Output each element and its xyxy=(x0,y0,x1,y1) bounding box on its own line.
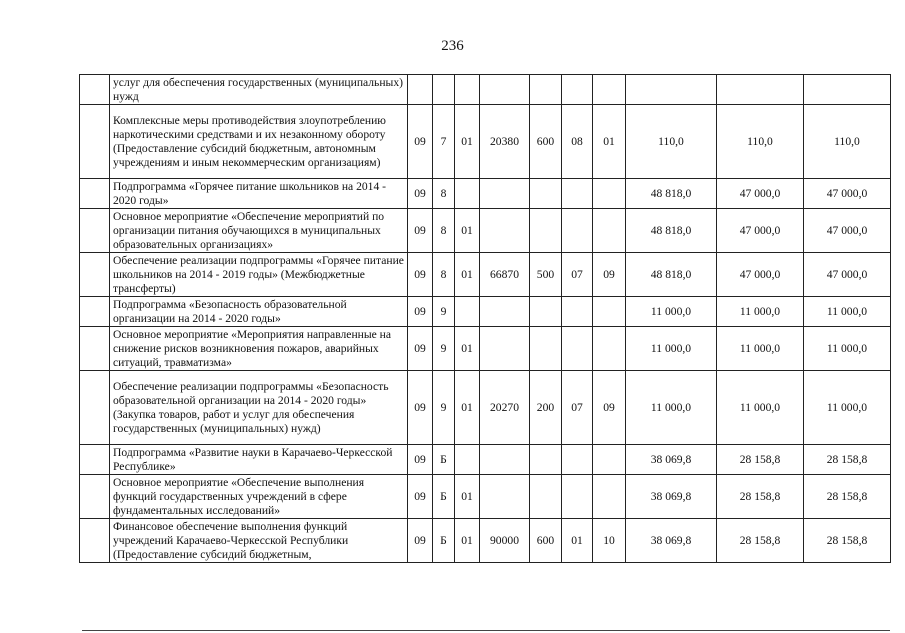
amount-year2-cell: 28 158,8 xyxy=(717,445,804,475)
amount-year1-cell: 11 000,0 xyxy=(626,297,717,327)
gp-code-cell: 09 xyxy=(408,371,433,445)
amount-year3-cell: 11 000,0 xyxy=(804,297,891,327)
table-row xyxy=(80,253,891,297)
direction-code-cell xyxy=(480,209,530,253)
main-activity-code-cell xyxy=(455,75,480,105)
table-row xyxy=(80,445,891,475)
amount-year3-cell: 28 158,8 xyxy=(804,475,891,519)
gp-code-cell: 09 xyxy=(408,253,433,297)
subprogram-code-cell: 8 xyxy=(433,179,455,209)
amount-year2-cell: 11 000,0 xyxy=(717,371,804,445)
section-code-cell xyxy=(562,297,593,327)
amount-year2-cell: 110,0 xyxy=(717,105,804,179)
main-activity-code-cell: 01 xyxy=(455,371,480,445)
subsection-code-cell xyxy=(593,297,626,327)
direction-code-cell xyxy=(480,179,530,209)
gp-code-cell xyxy=(408,75,433,105)
subsection-code-cell: 09 xyxy=(593,253,626,297)
subprogram-code-cell: Б xyxy=(433,475,455,519)
direction-code-cell xyxy=(480,75,530,105)
gp-code-cell: 09 xyxy=(408,297,433,327)
program-name-cell: Обеспечение реализации подпрограммы «Горячее питание школьников на 2014 - 2019 годы» (Межбюджетные трансферты) xyxy=(110,253,408,297)
amount-year3-cell: 28 158,8 xyxy=(804,519,891,563)
amount-year1-cell: 48 818,0 xyxy=(626,179,717,209)
amount-year1-cell: 11 000,0 xyxy=(626,371,717,445)
section-code-cell xyxy=(562,209,593,253)
table-row xyxy=(80,475,891,519)
subprogram-code-cell: Б xyxy=(433,445,455,475)
program-name-cell: Комплексные меры противодействия злоупотреблению наркотическими средствами и их незаконному обороту (Предоставление субсидий бюджетным, автономным учреждениям и иным некоммерческим организациям) xyxy=(110,105,408,179)
subsection-code-cell xyxy=(593,327,626,371)
main-activity-code-cell xyxy=(455,297,480,327)
expense-type-cell xyxy=(530,327,562,371)
main-activity-code-cell: 01 xyxy=(455,519,480,563)
amount-year3-cell: 47 000,0 xyxy=(804,209,891,253)
row-number-cell xyxy=(80,475,110,519)
bottom-rule xyxy=(82,630,890,631)
section-code-cell xyxy=(562,75,593,105)
amount-year3-cell: 28 158,8 xyxy=(804,445,891,475)
subsection-code-cell xyxy=(593,445,626,475)
amount-year3-cell: 47 000,0 xyxy=(804,253,891,297)
subprogram-code-cell xyxy=(433,75,455,105)
gp-code-cell: 09 xyxy=(408,327,433,371)
gp-code-cell: 09 xyxy=(408,475,433,519)
direction-code-cell xyxy=(480,445,530,475)
direction-code-cell: 20270 xyxy=(480,371,530,445)
amount-year3-cell xyxy=(804,75,891,105)
program-name-cell: Обеспечение реализации подпрограммы «Безопасность образовательной организации на 2014 - 2020 годы» (Закупка товаров, работ и услуг для обеспечения государственных (муниципальных) нужд) xyxy=(110,371,408,445)
table-row xyxy=(80,371,891,445)
amount-year2-cell: 11 000,0 xyxy=(717,327,804,371)
amount-year1-cell: 38 069,8 xyxy=(626,519,717,563)
amount-year3-cell: 47 000,0 xyxy=(804,179,891,209)
subsection-code-cell: 09 xyxy=(593,371,626,445)
row-number-cell xyxy=(80,445,110,475)
subprogram-code-cell: 9 xyxy=(433,327,455,371)
row-number-cell xyxy=(80,75,110,105)
program-name-cell: услуг для обеспечения государственных (муниципальных) нужд xyxy=(110,75,408,105)
main-activity-code-cell: 01 xyxy=(455,475,480,519)
direction-code-cell: 90000 xyxy=(480,519,530,563)
gp-code-cell: 09 xyxy=(408,105,433,179)
section-code-cell: 01 xyxy=(562,519,593,563)
row-number-cell xyxy=(80,327,110,371)
subsection-code-cell xyxy=(593,475,626,519)
section-code-cell xyxy=(562,445,593,475)
direction-code-cell: 66870 xyxy=(480,253,530,297)
row-number-cell xyxy=(80,179,110,209)
direction-code-cell: 20380 xyxy=(480,105,530,179)
expense-type-cell xyxy=(530,445,562,475)
budget-table xyxy=(79,74,891,563)
expense-type-cell: 600 xyxy=(530,105,562,179)
subprogram-code-cell: Б xyxy=(433,519,455,563)
subprogram-code-cell: 8 xyxy=(433,253,455,297)
table-row xyxy=(80,75,891,105)
program-name-cell: Финансовое обеспечение выполнения функций учреждений Карачаево-Черкесской Республики (Предоставление субсидий бюджетным, xyxy=(110,519,408,563)
main-activity-code-cell: 01 xyxy=(455,327,480,371)
direction-code-cell xyxy=(480,327,530,371)
table-row xyxy=(80,209,891,253)
amount-year3-cell: 11 000,0 xyxy=(804,371,891,445)
expense-type-cell xyxy=(530,475,562,519)
amount-year1-cell: 38 069,8 xyxy=(626,445,717,475)
main-activity-code-cell xyxy=(455,445,480,475)
subprogram-code-cell: 8 xyxy=(433,209,455,253)
subprogram-code-cell: 9 xyxy=(433,371,455,445)
main-activity-code-cell xyxy=(455,179,480,209)
amount-year3-cell: 11 000,0 xyxy=(804,327,891,371)
amount-year2-cell: 28 158,8 xyxy=(717,519,804,563)
table-row xyxy=(80,105,891,179)
section-code-cell: 07 xyxy=(562,371,593,445)
table-row xyxy=(80,327,891,371)
main-activity-code-cell: 01 xyxy=(455,105,480,179)
section-code-cell xyxy=(562,179,593,209)
row-number-cell xyxy=(80,105,110,179)
row-number-cell xyxy=(80,253,110,297)
gp-code-cell: 09 xyxy=(408,209,433,253)
table-row xyxy=(80,297,891,327)
subsection-code-cell: 10 xyxy=(593,519,626,563)
amount-year2-cell: 47 000,0 xyxy=(717,179,804,209)
section-code-cell: 08 xyxy=(562,105,593,179)
amount-year1-cell xyxy=(626,75,717,105)
expense-type-cell xyxy=(530,75,562,105)
direction-code-cell xyxy=(480,475,530,519)
expense-type-cell: 200 xyxy=(530,371,562,445)
subsection-code-cell xyxy=(593,75,626,105)
amount-year2-cell: 47 000,0 xyxy=(717,209,804,253)
amount-year3-cell: 110,0 xyxy=(804,105,891,179)
expense-type-cell: 500 xyxy=(530,253,562,297)
subprogram-code-cell: 7 xyxy=(433,105,455,179)
amount-year2-cell: 28 158,8 xyxy=(717,475,804,519)
gp-code-cell: 09 xyxy=(408,445,433,475)
expense-type-cell: 600 xyxy=(530,519,562,563)
section-code-cell: 07 xyxy=(562,253,593,297)
amount-year2-cell: 47 000,0 xyxy=(717,253,804,297)
expense-type-cell xyxy=(530,297,562,327)
row-number-cell xyxy=(80,209,110,253)
amount-year1-cell: 48 818,0 xyxy=(626,253,717,297)
subprogram-code-cell: 9 xyxy=(433,297,455,327)
row-number-cell xyxy=(80,371,110,445)
direction-code-cell xyxy=(480,297,530,327)
amount-year1-cell: 38 069,8 xyxy=(626,475,717,519)
table-row xyxy=(80,179,891,209)
amount-year2-cell: 11 000,0 xyxy=(717,297,804,327)
main-activity-code-cell: 01 xyxy=(455,209,480,253)
gp-code-cell: 09 xyxy=(408,519,433,563)
row-number-cell xyxy=(80,297,110,327)
program-name-cell: Подпрограмма «Развитие науки в Карачаево-Черкесской Республике» xyxy=(110,445,408,475)
section-code-cell xyxy=(562,327,593,371)
row-number-cell xyxy=(80,519,110,563)
subsection-code-cell: 01 xyxy=(593,105,626,179)
expense-type-cell xyxy=(530,209,562,253)
program-name-cell: Подпрограмма «Горячее питание школьников на 2014 - 2020 годы» xyxy=(110,179,408,209)
program-name-cell: Основное мероприятие «Обеспечение выполнения функций государственных учреждений в сфере фундаментальных исследований» xyxy=(110,475,408,519)
amount-year1-cell: 48 818,0 xyxy=(626,209,717,253)
amount-year2-cell xyxy=(717,75,804,105)
expense-type-cell xyxy=(530,179,562,209)
table-body xyxy=(80,75,891,563)
subsection-code-cell xyxy=(593,209,626,253)
gp-code-cell: 09 xyxy=(408,179,433,209)
subsection-code-cell xyxy=(593,179,626,209)
program-name-cell: Основное мероприятие «Обеспечение мероприятий по организации питания обучающихся в муниципальных образовательных организациях» xyxy=(110,209,408,253)
program-name-cell: Подпрограмма «Безопасность образовательной организации на 2014 - 2020 годы» xyxy=(110,297,408,327)
page-number: 236 xyxy=(441,38,464,54)
section-code-cell xyxy=(562,475,593,519)
amount-year1-cell: 11 000,0 xyxy=(626,327,717,371)
main-activity-code-cell: 01 xyxy=(455,253,480,297)
table-row xyxy=(80,519,891,563)
program-name-cell: Основное мероприятие «Мероприятия направленные на снижение рисков возникновения пожаров, аварийных ситуаций, травматизма» xyxy=(110,327,408,371)
amount-year1-cell: 110,0 xyxy=(626,105,717,179)
